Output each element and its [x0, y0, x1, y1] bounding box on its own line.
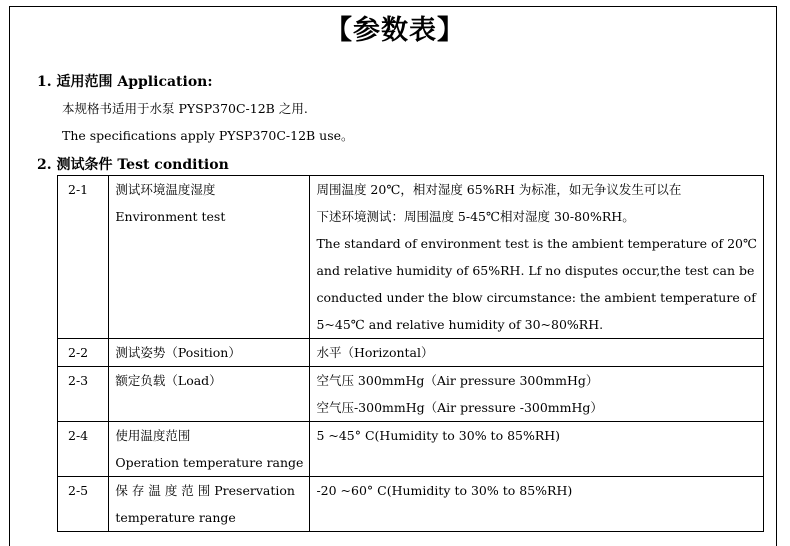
row-name-cell: 测试姿势（Position）	[109, 339, 310, 367]
row-value-cell: 周围温度 20℃，相对湿度 65%RH 为标准，如无争议发生可以在 下述环境测试：周围温度 5-45℃相对湿度 30-80%RH。 The standard of environment test is the ambient temperature of 20℃ and relative humidity of 65%RH. Lf no disputes occur,the test can be conducted under the blow circumstance: the ambient temperature of 5~45℃ and relative humidity of 30~80%RH.	[310, 176, 764, 339]
row-value-cell: 水平（Horizontal）	[310, 339, 764, 367]
table-row	[58, 477, 764, 532]
table-row	[58, 176, 764, 339]
row-value-cell: 5 ~45° C(Humidity to 30% to 85%RH)	[310, 422, 764, 477]
row-value-cell: 空气压 300mmHg（Air pressure 300mmHg） 空气压-300mmHg（Air pressure -300mmHg）	[310, 367, 764, 422]
test-condition-table	[57, 175, 764, 532]
page-title: 【参数表】	[325, 15, 465, 46]
row-name-cell: 使用温度范围 Operation temperature range	[109, 422, 310, 477]
row-id-cell: 2-5	[58, 477, 109, 532]
row-id-cell: 2-3	[58, 367, 109, 422]
row-name-cell: 保 存 温 度 范 围 Preservation temperature range	[109, 477, 310, 532]
table-row	[58, 422, 764, 477]
row-id-cell: 2-2	[58, 339, 109, 367]
row-name-cell: 测试环境温度湿度 Environment test	[109, 176, 310, 339]
row-id-cell: 2-1	[58, 176, 109, 339]
application-text-cn: 本规格书适用于水泵 PYSP370C-12B 之用.	[62, 101, 308, 116]
application-text-en: The specifications apply PYSP370C-12B use。	[62, 128, 354, 143]
table-row	[58, 367, 764, 422]
row-value-cell: -20 ~60° C(Humidity to 30% to 85%RH)	[310, 477, 764, 532]
table-row	[58, 339, 764, 367]
row-name-cell: 额定负载（Load）	[109, 367, 310, 422]
section-2-heading: 2. 测试条件 Test condition	[37, 157, 229, 173]
row-id-cell: 2-4	[58, 422, 109, 477]
section-1-heading: 1. 适用范围 Application:	[37, 74, 213, 90]
